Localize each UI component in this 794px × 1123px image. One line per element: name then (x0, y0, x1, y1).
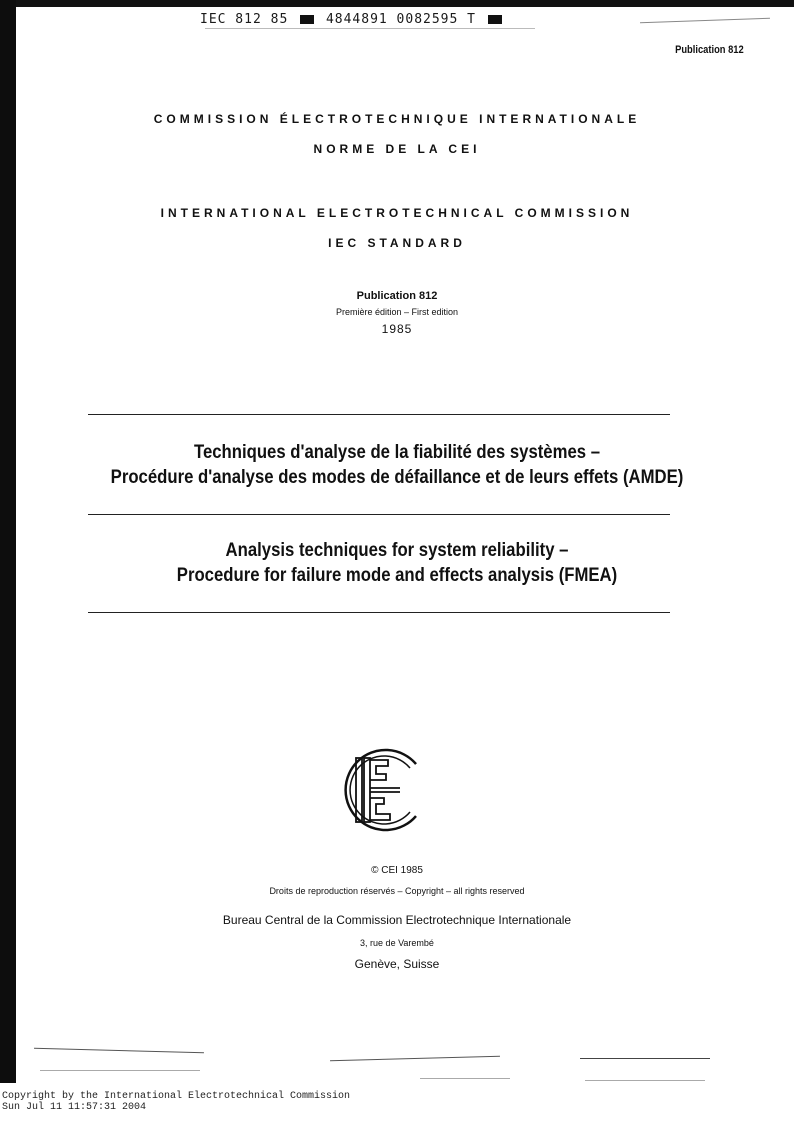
scan-mark (640, 18, 770, 24)
publication-corner-label: Publication 812 (675, 44, 744, 56)
edition-line: Première édition – First edition (335, 307, 459, 317)
scan-mark (34, 1048, 204, 1053)
publication-number: Publication 812 (356, 290, 438, 302)
scan-mark (580, 1058, 710, 1059)
block-mark (300, 15, 314, 24)
scan-underline (205, 28, 535, 29)
scan-code-part2: 4844891 0082595 T (325, 12, 476, 27)
scan-footer-line1: Copyright by the International Electrotechnical Commission (2, 1091, 351, 1102)
french-title-line1: Techniques d'analyse de la fiabilité des systèmes – (193, 442, 601, 463)
publication-year: 1985 (381, 322, 413, 336)
english-title-line2: Procedure for failure mode and effects analysis (FMEA) (176, 565, 618, 586)
english-standard-heading: IEC STANDARD (328, 236, 466, 250)
bureau-central: Bureau Central de la Commission Electrotechnique Internationale (222, 913, 572, 927)
scan-mark (585, 1080, 705, 1081)
city-line: Genève, Suisse (354, 957, 440, 971)
scan-barcode-text (200, 12, 540, 27)
french-commission-heading: COMMISSION ÉLECTROTECHNIQUE INTERNATIONALE (153, 112, 641, 126)
address-line: 3, rue de Varembé (360, 938, 434, 948)
scan-top-edge (0, 0, 794, 7)
english-title-line1: Analysis techniques for system reliability – (225, 540, 569, 561)
rights-reserved: Droits de reproduction réservés – Copyright – all rights reserved (269, 886, 525, 896)
french-title-line2: Procédure d'analyse des modes de défaillance et de leurs effets (AMDE) (110, 467, 684, 488)
copyright-cei: © CEI 1985 (371, 865, 423, 876)
scan-code-part1: IEC 812 85 (200, 12, 289, 27)
divider-rule (88, 612, 670, 613)
cei-logo-icon (338, 742, 422, 838)
scan-mark (40, 1070, 200, 1071)
divider-rule (88, 514, 670, 515)
scan-mark (330, 1056, 500, 1061)
scan-mark (420, 1078, 510, 1079)
scan-footer-line2: Sun Jul 11 11:57:31 2004 (2, 1102, 147, 1113)
divider-rule (88, 414, 670, 415)
french-norme-heading: NORME DE LA CEI (313, 142, 481, 156)
block-mark (488, 15, 502, 24)
scan-copyright-footer (2, 1091, 350, 1113)
english-commission-heading: INTERNATIONAL ELECTROTECHNICAL COMMISSION (160, 206, 634, 220)
